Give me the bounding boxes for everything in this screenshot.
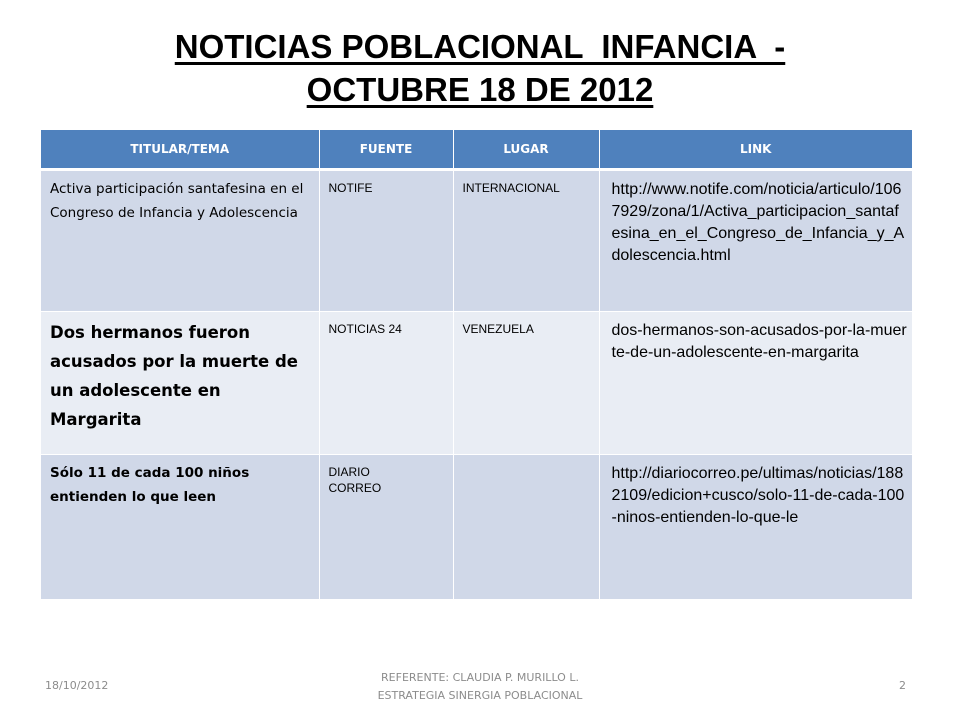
cell-fuente: NOTICIAS 24 — [319, 312, 453, 455]
header-titular: TITULAR/TEMA — [41, 130, 319, 170]
cell-titular: Dos hermanos fueron acusados por la muerte de un adolescente en Margarita — [41, 312, 319, 455]
footer-referente-line-2: ESTRATEGIA SINERGIA POBLACIONAL — [377, 689, 583, 702]
footer-referente — [280, 669, 680, 705]
header-link: LINK — [599, 130, 912, 170]
cell-titular: Sólo 11 de cada 100 niños entienden lo que leen — [41, 455, 319, 600]
table-row — [41, 455, 912, 600]
table-header-row — [41, 130, 912, 170]
news-table — [41, 130, 912, 600]
cell-fuente: NOTIFE — [319, 170, 453, 312]
cell-lugar: INTERNACIONAL — [453, 170, 599, 312]
footer-date: 18/10/2012 — [45, 679, 109, 692]
cell-link[interactable]: http://diariocorreo.pe/ultimas/noticias/1882109/edicion+cusco/solo-11-de-cada-100-ninos-entienden-lo-que-le — [599, 455, 912, 600]
slide-title-line-2: OCTUBRE 18 DE 2012 — [306, 71, 654, 108]
cell-fuente: DIARIO CORREO — [319, 455, 453, 600]
slide-title-line-1: NOTICIAS POBLACIONAL INFANCIA - — [174, 28, 786, 65]
cell-lugar — [453, 455, 599, 600]
table-row — [41, 170, 912, 312]
footer-referente-line-1: REFERENTE: CLAUDIA P. MURILLO L. — [381, 671, 579, 684]
cell-titular: Activa participación santafesina en el Congreso de Infancia y Adolescencia — [41, 170, 319, 312]
footer-page-number: 2 — [899, 679, 906, 692]
cell-link[interactable]: dos-hermanos-son-acusados-por-la-muerte-de-un-adolescente-en-margarita — [599, 312, 912, 455]
header-lugar: LUGAR — [453, 130, 599, 170]
cell-lugar: VENEZUELA — [453, 312, 599, 455]
cell-link[interactable]: http://www.notife.com/noticia/articulo/1067929/zona/1/Activa_participacion_santafesina_en_el_Congreso_de_Infancia_y_Adolescencia.html — [599, 170, 912, 312]
table-row — [41, 312, 912, 455]
header-fuente: FUENTE — [319, 130, 453, 170]
